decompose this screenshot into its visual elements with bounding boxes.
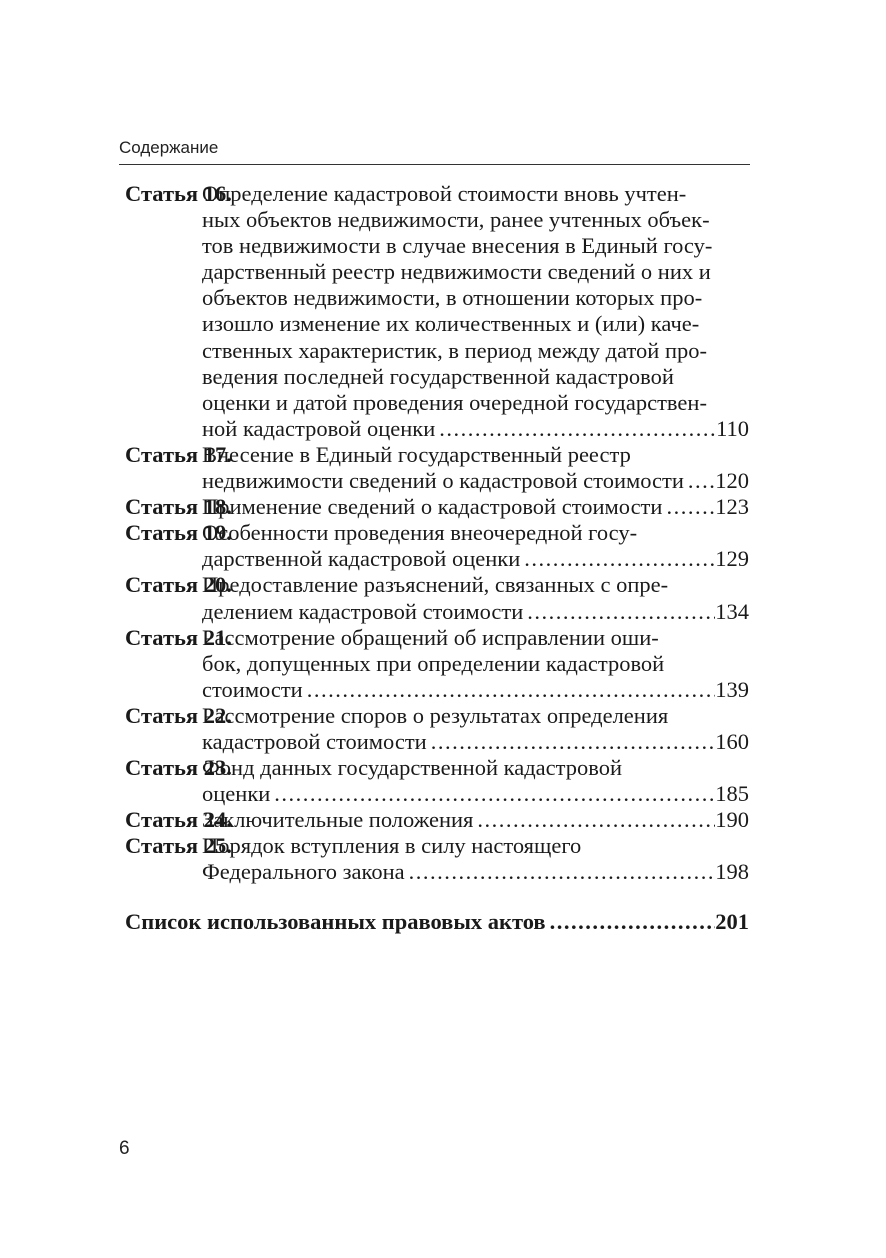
entry-text-line: ных объектов недвижимости, ранее учтенных объек- [202, 207, 710, 233]
leader-dots [303, 677, 716, 703]
page-ref: 134 [715, 598, 749, 624]
entry-text-line: Рассмотрение споров о результатах определения [202, 702, 669, 728]
entry-text-line: кадастровой стоимости [202, 728, 427, 754]
page-ref: 129 [715, 546, 749, 572]
toc-entry[interactable] [125, 625, 749, 703]
entry-text-line: Особенности проведения внеочередной госу- [202, 520, 638, 546]
entry-text-line: Предоставление разъяснений, связанных с опре- [202, 572, 669, 598]
leader-dots [405, 859, 716, 885]
article-label: Статья 25. [125, 833, 232, 859]
leader-dots [523, 599, 715, 625]
entry-text-line: Заключительные положения [202, 807, 474, 833]
entry-text-line: ной кадастровой оценки [202, 415, 436, 441]
leader-dots [662, 494, 715, 520]
running-head: Содержание [119, 138, 219, 157]
toc-entry[interactable] [125, 442, 749, 494]
entry-text-line: оценки и датой проведения очередной государствен- [202, 389, 707, 415]
entry-text-line: недвижимости сведений о кадастровой стоимости [202, 468, 684, 494]
entry-text-line: стоимости [202, 676, 303, 702]
entry-last-line [202, 729, 749, 755]
entry-text-line: изошло изменение их количественных и (или) каче- [202, 311, 700, 337]
entry-text-line: Определение кадастровой стоимости вновь учтен- [202, 181, 687, 206]
entry-text-line: тов недвижимости в случае внесения в Единый госу- [202, 233, 713, 259]
entry-text-line: Фонд данных государственной кадастровой [202, 755, 622, 781]
article-label: Статья 16. [125, 181, 232, 206]
page-ref: 120 [715, 468, 749, 494]
toc-entry[interactable] [125, 181, 749, 442]
toc-entry[interactable] [125, 833, 749, 885]
entry-last-line [202, 677, 749, 703]
leader-dots [435, 416, 716, 442]
page-ref: 198 [715, 859, 749, 885]
entry-text-line: ственных характеристик, в период между датой про- [202, 337, 708, 363]
article-label: Статья 21. [125, 624, 232, 650]
leader-dots [473, 807, 715, 833]
leader-dots [520, 546, 715, 572]
toc-entry[interactable] [125, 703, 749, 755]
entry-text-line: бок, допущенных при определении кадастровой [202, 650, 665, 676]
toc-entry[interactable] [125, 520, 749, 572]
leader-dots [427, 729, 716, 755]
entry-last-line [202, 807, 749, 833]
article-label: Статья 19. [125, 520, 232, 546]
entry-text-line: объектов недвижимости, в отношении которых про- [202, 285, 703, 311]
entry-last-line [202, 599, 749, 625]
entry-last-line [202, 781, 749, 807]
entry-text-line: оценки [202, 781, 271, 807]
entry-last-line [202, 859, 749, 885]
article-label: Статья 20. [125, 572, 232, 598]
toc-entry[interactable] [125, 755, 749, 807]
bibliography-title: Список использованных правовых актов [125, 909, 546, 934]
page-ref: 110 [716, 415, 749, 441]
page-ref: 190 [715, 807, 749, 833]
article-label: Статья 17. [125, 441, 232, 467]
page-ref: 139 [715, 676, 749, 702]
leader-dots [684, 468, 715, 494]
entry-last-line [202, 494, 749, 520]
entry-last-line [202, 416, 749, 442]
toc-entry[interactable] [125, 494, 749, 520]
entry-text-line: Федерального закона [202, 859, 405, 885]
entry-text-line: ведения последней государственной кадастровой [202, 363, 674, 389]
entry-text-line: Применение сведений о кадастровой стоимости [202, 494, 663, 520]
article-label: Статья 18. [125, 494, 232, 520]
page-ref: 123 [715, 494, 749, 520]
entry-text-line: дарственный реестр недвижимости сведений о них и [202, 259, 711, 285]
page-number: 6 [119, 1138, 130, 1159]
entry-text-line: Внесение в Единый государственный реестр [202, 441, 631, 467]
entry-text-line: Рассмотрение обращений об исправлении оши- [202, 624, 659, 650]
entry-text-line: Порядок вступления в силу настоящего [202, 833, 582, 859]
entry-text-line: делением кадастровой стоимости [202, 598, 524, 624]
article-label: Статья 23. [125, 755, 232, 781]
entry-text-line: дарственной кадастровой оценки [202, 546, 521, 572]
header-rule [119, 164, 750, 165]
article-label: Статья 24. [125, 807, 232, 833]
leader-dots [270, 781, 715, 807]
toc-entry-bibliography[interactable] [125, 909, 749, 935]
article-label: Статья 22. [125, 702, 232, 728]
entry-last-line [202, 468, 749, 494]
leader-dots [546, 909, 716, 935]
bibliography-page: 201 [715, 909, 749, 934]
page-ref: 160 [715, 728, 749, 754]
page-ref: 185 [715, 781, 749, 807]
toc-entry[interactable] [125, 807, 749, 833]
toc-entry[interactable] [125, 572, 749, 624]
table-of-contents [125, 181, 749, 886]
entry-last-line [202, 546, 749, 572]
